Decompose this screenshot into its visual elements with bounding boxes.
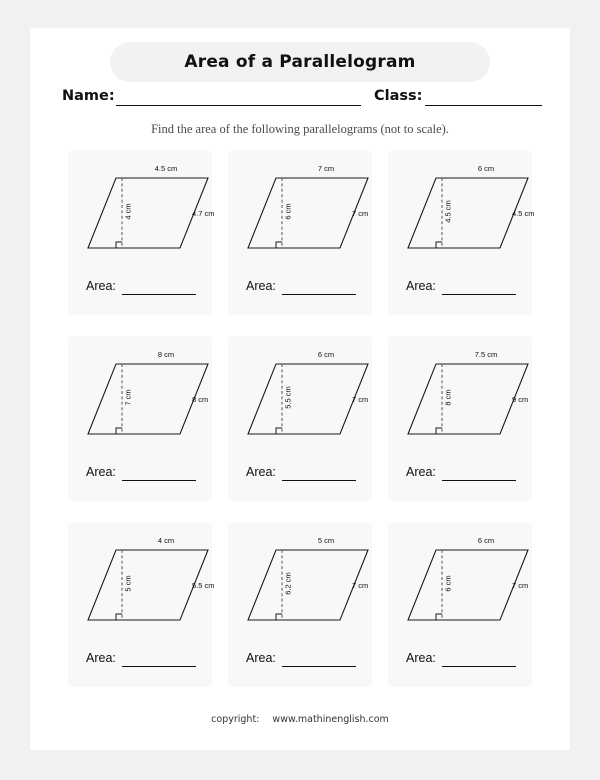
problem-cell <box>68 336 212 501</box>
area-label: Area: <box>406 651 436 665</box>
height-length-label: 6.2 cm <box>283 572 293 595</box>
area-answer-blank[interactable] <box>282 465 356 481</box>
parallelogram-figure <box>228 524 372 646</box>
parallelogram-outline <box>248 550 368 620</box>
area-answer-blank[interactable] <box>442 279 516 295</box>
base-length-label: 4 cm <box>157 536 175 545</box>
area-label: Area: <box>406 279 436 293</box>
parallelogram-outline <box>408 364 528 434</box>
base-length-label: 7 cm <box>317 164 335 173</box>
height-length-label: 4 cm <box>123 203 133 220</box>
problem-cell <box>68 150 215 315</box>
area-label: Area: <box>86 279 116 293</box>
parallelogram-outline <box>408 178 528 248</box>
right-angle-marker <box>116 428 122 434</box>
name-label: Name: <box>62 88 115 104</box>
side-length-label: 7 cm <box>352 395 369 404</box>
answer-row <box>246 465 364 483</box>
parallelogram-figure <box>228 152 372 274</box>
answer-row <box>86 651 204 669</box>
height-length-label: 5 cm <box>123 575 133 592</box>
parallelogram-figure <box>388 524 532 646</box>
website-url: www.mathinenglish.com <box>272 714 389 725</box>
base-length-label: 6 cm <box>477 164 495 173</box>
side-length-label: 7 cm <box>512 581 529 590</box>
right-angle-marker <box>116 614 122 620</box>
problem-cell <box>388 336 532 501</box>
answer-row <box>86 465 204 483</box>
right-angle-marker <box>276 242 282 248</box>
parallelogram-outline <box>408 550 528 620</box>
area-answer-blank[interactable] <box>122 465 196 481</box>
copyright-label: copyright: <box>211 714 260 725</box>
area-answer-blank[interactable] <box>442 465 516 481</box>
answer-row <box>406 465 524 483</box>
problem-cell <box>388 150 535 315</box>
answer-row <box>86 279 204 297</box>
class-label: Class: <box>374 88 423 104</box>
problem-grid <box>38 150 562 688</box>
instruction-text: Find the area of the following parallelograms (not to scale). <box>151 122 449 136</box>
answer-row <box>406 279 524 297</box>
parallelogram-figure <box>68 524 215 646</box>
side-length-label: 8 cm <box>192 395 209 404</box>
base-length-label: 6 cm <box>477 536 495 545</box>
right-angle-marker <box>276 428 282 434</box>
base-length-label: 4.5 cm <box>154 164 178 173</box>
problem-cell <box>228 150 372 315</box>
area-label: Area: <box>86 465 116 479</box>
area-answer-blank[interactable] <box>442 651 516 667</box>
right-angle-marker <box>436 242 442 248</box>
footer <box>30 714 570 725</box>
problem-cell <box>228 336 372 501</box>
height-length-label: 8 cm <box>443 389 453 406</box>
height-length-label: 6 cm <box>283 203 293 220</box>
base-length-label: 8 cm <box>157 350 175 359</box>
base-length-label: 6 cm <box>317 350 335 359</box>
area-label: Area: <box>246 651 276 665</box>
parallelogram-figure <box>68 338 212 460</box>
page-title: Area of a Parallelogram <box>184 52 416 72</box>
class-input-line[interactable] <box>425 88 542 106</box>
name-input-line[interactable] <box>116 88 361 106</box>
base-length-label: 7.5 cm <box>474 350 498 359</box>
height-length-label: 6 cm <box>443 575 453 592</box>
area-label: Area: <box>246 279 276 293</box>
side-length-label: 5.5 cm <box>192 581 215 590</box>
area-answer-blank[interactable] <box>282 651 356 667</box>
right-angle-marker <box>276 614 282 620</box>
title-banner <box>110 42 490 82</box>
problem-cell <box>228 522 372 687</box>
parallelogram-figure <box>388 152 535 274</box>
area-label: Area: <box>86 651 116 665</box>
parallelogram-figure <box>68 152 215 274</box>
student-info-row <box>62 88 542 114</box>
area-label: Area: <box>246 465 276 479</box>
parallelogram-outline <box>88 178 208 248</box>
area-answer-blank[interactable] <box>122 279 196 295</box>
area-label: Area: <box>406 465 436 479</box>
area-answer-blank[interactable] <box>122 651 196 667</box>
parallelogram-figure <box>228 338 372 460</box>
side-length-label: 7 cm <box>352 209 369 218</box>
height-length-label: 7 cm <box>123 389 133 406</box>
side-length-label: 4.7 cm <box>192 209 215 218</box>
parallelogram-figure <box>388 338 532 460</box>
right-angle-marker <box>116 242 122 248</box>
answer-row <box>246 651 364 669</box>
answer-row <box>246 279 364 297</box>
right-angle-marker <box>436 614 442 620</box>
height-length-label: 5.5 cm <box>283 386 293 409</box>
area-answer-blank[interactable] <box>282 279 356 295</box>
side-length-label: 9 cm <box>512 395 529 404</box>
parallelogram-outline <box>88 364 208 434</box>
parallelogram-outline <box>248 364 368 434</box>
problem-cell <box>388 522 532 687</box>
parallelogram-outline <box>248 178 368 248</box>
worksheet-page <box>30 28 570 750</box>
base-length-label: 5 cm <box>317 536 335 545</box>
right-angle-marker <box>436 428 442 434</box>
side-length-label: 4.5 cm <box>512 209 535 218</box>
answer-row <box>406 651 524 669</box>
side-length-label: 7 cm <box>352 581 369 590</box>
height-length-label: 4.5 cm <box>443 200 453 223</box>
parallelogram-outline <box>88 550 208 620</box>
problem-cell <box>68 522 215 687</box>
